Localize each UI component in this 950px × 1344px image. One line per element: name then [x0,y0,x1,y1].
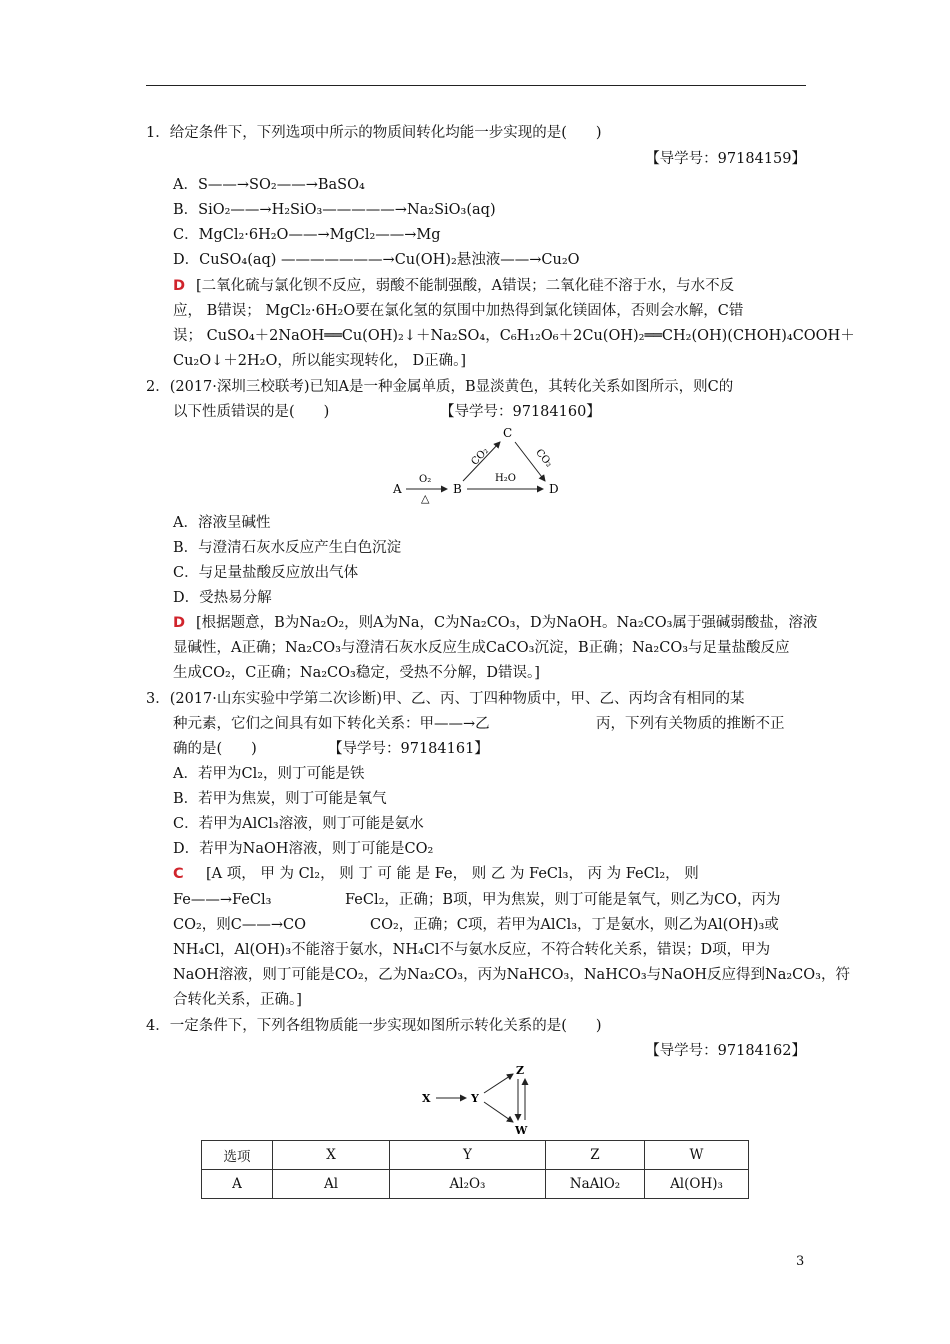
table-cell: Al₂O₃ [390,1170,546,1199]
q2-stem-line2: 以下性质错误的是( ) [173,404,330,420]
q2-answer: D [173,615,186,631]
table-header-cell: Z [546,1141,645,1170]
q4-conversion-diagram [418,1062,538,1138]
q3-option-b: B．若甲为焦炭，则丁可能是氧气 [173,791,387,807]
table-cell: NaAlO₂ [546,1170,645,1199]
q1-explanation-line3: 误； CuSO₄＋2NaOH══Cu(OH)₂↓＋Na₂SO₄，C₆H₁₂O₆＋2Cu(OH)₂══CH₂(OH)(CHOH)₄COOH＋ [173,328,855,344]
table-header-cell: X [273,1141,390,1170]
table-cell: Al(OH)₃ [645,1170,749,1199]
q1-option-a: A．S——→SO₂——→BaSO₄ [173,177,365,193]
q3-explanation-line3a: CO₂，则C——→CO [173,917,307,933]
table-header-cell: W [645,1141,749,1170]
diagram-label-a: A [393,482,402,496]
table-header-cell: 选项 [202,1141,273,1170]
q3-option-d: D．若甲为NaOH溶液，则丁可能是CO₂ [173,841,434,857]
page-number: 3 [796,1254,805,1269]
q1-option-c: C．MgCl₂·6H₂O——→MgCl₂——→Mg [173,227,441,243]
q2-stem-line1: 2．(2017·深圳三校联考)已知A是一种金属单质，B显淡黄色，其转化关系如图所示，则C的 [146,379,734,395]
q2-explanation-line3: 生成CO₂，C正确；Na₂CO₃稳定，受热不分解，D错误。] [173,665,540,681]
diagram-label-x: X [422,1092,431,1105]
table-cell: A [202,1170,273,1199]
q3-explanation-line2a: Fe——→FeCl₃ [173,892,272,908]
q3-explanation-line5: NaOH溶液，则丁可能是CO₂，乙为Na₂CO₃，丙为NaHCO₃，NaHCO₃与NaOH反应得到Na₂CO₃，符 [173,967,850,983]
diagram-label-w: W [515,1124,528,1137]
q1-explanation-line1: [二氧化硫与氯化钡不反应，弱酸不能制强酸，A错误；二氧化硅不溶于水，与水不反 [196,278,735,294]
diagram-label-o2: O₂ [419,474,432,485]
arrow-y-to-w [484,1102,513,1122]
q3-explanation-line1: [A 项， 甲 为 Cl₂， 则 丁 可 能 是 Fe， 则 乙 为 FeCl₃， 丙 为 FeCl₂， 则 [206,866,699,882]
q3-explanation-line2b: FeCl₂，正确；B项，甲为焦炭，则丁可能是氧气，则乙为CO，丙为 [345,892,781,908]
q3-explanation-line3b: CO₂，正确；C项，若甲为AlCl₃，丁是氨水，则乙为Al(OH)₃或 [370,917,779,933]
q3-explanation-line6: 合转化关系，正确。] [173,992,302,1008]
q4-reference: 【导学号：97184162】 [645,1043,806,1059]
q2-option-b: B．与澄清石灰水反应产生白色沉淀 [173,540,402,556]
diagram-label-c: C [503,426,513,440]
q3-option-c: C．若甲为AlCl₃溶液，则丁可能是氨水 [173,816,424,832]
table-row [202,1170,749,1199]
q2-reference: 【导学号：97184160】 [440,404,601,420]
q3-reference: 【导学号：97184161】 [328,741,489,757]
diagram-label-z: Z [516,1064,525,1077]
table-header-cell: Y [390,1141,546,1170]
diagram-label-b: B [453,482,462,496]
arrow-y-to-z [484,1074,513,1093]
diagram-label-co2-right: CO₂ [533,447,555,470]
q1-explanation-line4: Cu₂O↓＋2H₂O，所以能实现转化， D正确。] [173,353,466,369]
diagram-label-y: Y [471,1092,479,1105]
diagram-label-d: D [549,482,559,496]
q2-option-d: D．受热易分解 [173,590,272,606]
q1-answer: D [173,278,186,294]
diagram-label-heat: △ [421,492,430,505]
diagram-label-h2o: H₂O [495,473,516,484]
q3-stem-line3: 确的是( ) [173,741,257,757]
diagram-label-co2-left: CO₂ [469,445,491,468]
q2-option-c: C．与足量盐酸反应放出气体 [173,565,359,581]
table-cell: Al [273,1170,390,1199]
q1-option-b: B．SiO₂——→H₂SiO₃—————→Na₂SiO₃(aq) [173,202,496,218]
q2-explanation-line2: 显碱性，A正确；Na₂CO₃与澄清石灰水反应生成CaCO₃沉淀，B正确；Na₂CO₃与足量盐酸反应 [173,640,790,656]
q2-explanation-line1: [根据题意，B为Na₂O₂，则A为Na，C为Na₂CO₃，D为NaOH。Na₂CO₃属于强碱弱酸盐，溶液 [196,615,818,631]
q2-option-a: A．溶液呈碱性 [173,515,271,531]
q1-reference: 【导学号：97184159】 [645,151,806,167]
q3-stem-line1: 3．(2017·山东实验中学第二次诊断)甲、乙、丙、丁四种物质中，甲、乙、丙均含有相同的某 [146,691,745,707]
q3-explanation-line4: NH₄Cl，Al(OH)₃不能溶于氨水，NH₄Cl不与氨水反应，不符合转化关系，错误；D项，甲为 [173,942,771,958]
q3-option-a: A．若甲为Cl₂，则丁可能是铁 [173,766,365,782]
q3-stem-line2b: 丙，下列有关物质的推断不正 [596,716,785,732]
q3-answer: C [173,866,184,882]
table-header-row [202,1141,749,1170]
header-rule [146,85,806,86]
q1-explanation-line2: 应， B错误； MgCl₂·6H₂O要在氯化氢的氛围中加热得到氯化镁固体，否则会水解，C错 [173,303,744,319]
q2-conversion-diagram [385,424,575,504]
q4-options-table [201,1140,749,1199]
q4-stem: 4．一定条件下，下列各组物质能一步实现如图所示转化关系的是( ) [146,1018,602,1034]
q1-option-d: D．CuSO₄(aq) ———————→Cu(OH)₂悬浊液——→Cu₂O [173,252,580,268]
q3-stem-line2a: 种元素，它们之间具有如下转化关系：甲——→乙 [173,716,490,732]
q1-stem: 1．给定条件下，下列选项中所示的物质间转化均能一步实现的是( ) [146,125,602,141]
